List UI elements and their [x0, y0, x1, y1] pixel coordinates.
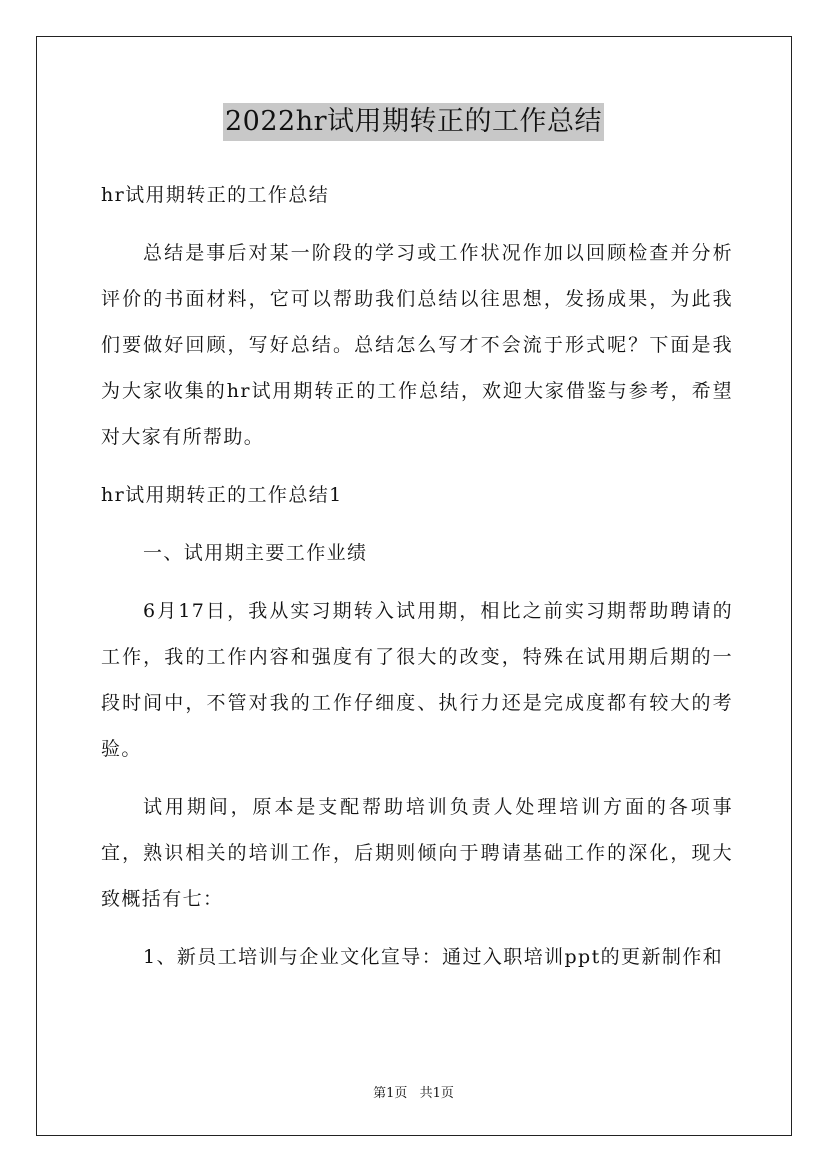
document-title: 2022hr试用期转正的工作总结: [223, 103, 604, 141]
section-paragraph-3: 1、新员工培训与企业文化宣导：通过入职培训ppt的更新制作和: [143, 946, 724, 968]
document-body: [101, 172, 733, 992]
total-pages: 共1页: [419, 1086, 454, 1101]
page-footer: [0, 1082, 827, 1101]
document-subtitle: hr试用期转正的工作总结: [101, 184, 330, 206]
section-paragraph-2: 试用期间，原本是支配帮助培训负责人处理培训方面的各项事宜，熟识相关的培训工作，后期则倾向于聘请基础工作的深化，现大致概括有七：: [101, 796, 733, 910]
section-heading: 一、试用期主要工作业绩: [143, 542, 368, 564]
title-wrap: [0, 103, 827, 141]
page-number: 第1页: [373, 1086, 408, 1101]
intro-paragraph: 总结是事后对某一阶段的学习或工作状况作加以回顾检查并分析评价的书面材料，它可以帮助我们总结以往思想，发扬成果，为此我们要做好回顾，写好总结。总结怎么写才不会流于形式呢？下面是我为大家收集的hr试用期转正的工作总结，欢迎大家借鉴与参考，希望对大家有所帮助。: [101, 242, 733, 448]
section-title: hr试用期转正的工作总结1: [101, 484, 343, 506]
section-paragraph-1: 6月17日，我从实习期转入试用期，相比之前实习期帮助聘请的工作，我的工作内容和强度有了很大的改变，特殊在试用期后期的一段时间中，不管对我的工作仔细度、执行力还是完成度都有较大的考验。: [101, 600, 733, 760]
